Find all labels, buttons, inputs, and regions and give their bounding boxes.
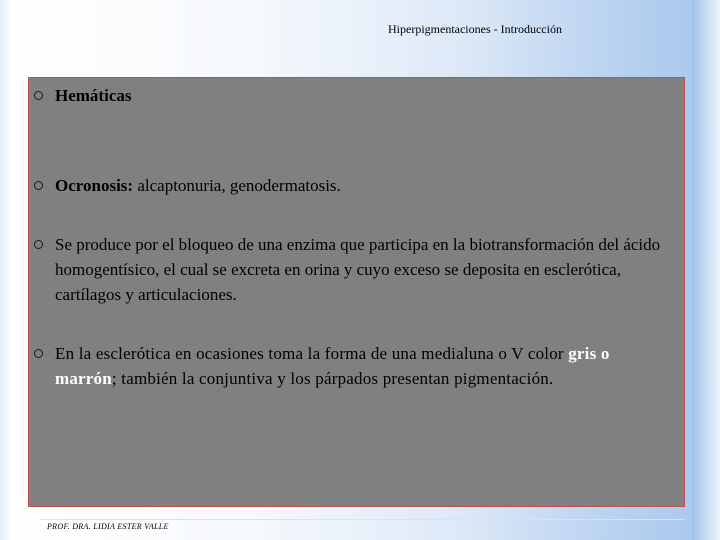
left-edge-strip: [0, 0, 12, 540]
bullet-text: [55, 83, 674, 108]
highlight-gris: gris: [568, 344, 597, 363]
bullet-lead: Hemáticas: [55, 86, 132, 105]
slide-header-title: Hiperpigmentaciones - Introducción: [388, 22, 562, 36]
bullet-rest: alcaptonuria, genodermatosis.: [133, 176, 341, 195]
circle-bullet-icon: [34, 181, 43, 190]
bullet-pre: En la esclerótica en ocasiones toma la forma de una medialuna o V color: [55, 344, 569, 363]
footer-divider: [40, 519, 685, 520]
bullet-text: [55, 173, 674, 198]
bullet-item-bloqueo-enzima: [34, 232, 674, 307]
bullet-text: Se produce por el bloqueo de una enzima que participa en la biotransformación del ácido homogentísico, el cual se excreta en orina y cuyo exceso se deposita en esclerótica, cartílagos y articulaciones.: [55, 235, 661, 304]
footer-author: PROF. DRA. LIDIA ESTER VALLE: [47, 522, 169, 531]
bullet-item-hematicas: [34, 83, 674, 108]
circle-bullet-icon: [34, 240, 43, 249]
circle-bullet-icon: [34, 349, 43, 358]
bullet-item-esclerotica: [34, 341, 674, 391]
right-edge-strip: [692, 0, 720, 540]
circle-bullet-icon: [34, 91, 43, 100]
highlight-marron: o marrón: [55, 344, 610, 388]
bullet-lead: Ocronosis:: [55, 176, 134, 195]
bullet-post: ; también la conjuntiva y los párpados presentan pigmentación.: [111, 369, 554, 388]
bullet-text: [55, 341, 674, 391]
bullet-item-ocronosis: [34, 173, 674, 198]
